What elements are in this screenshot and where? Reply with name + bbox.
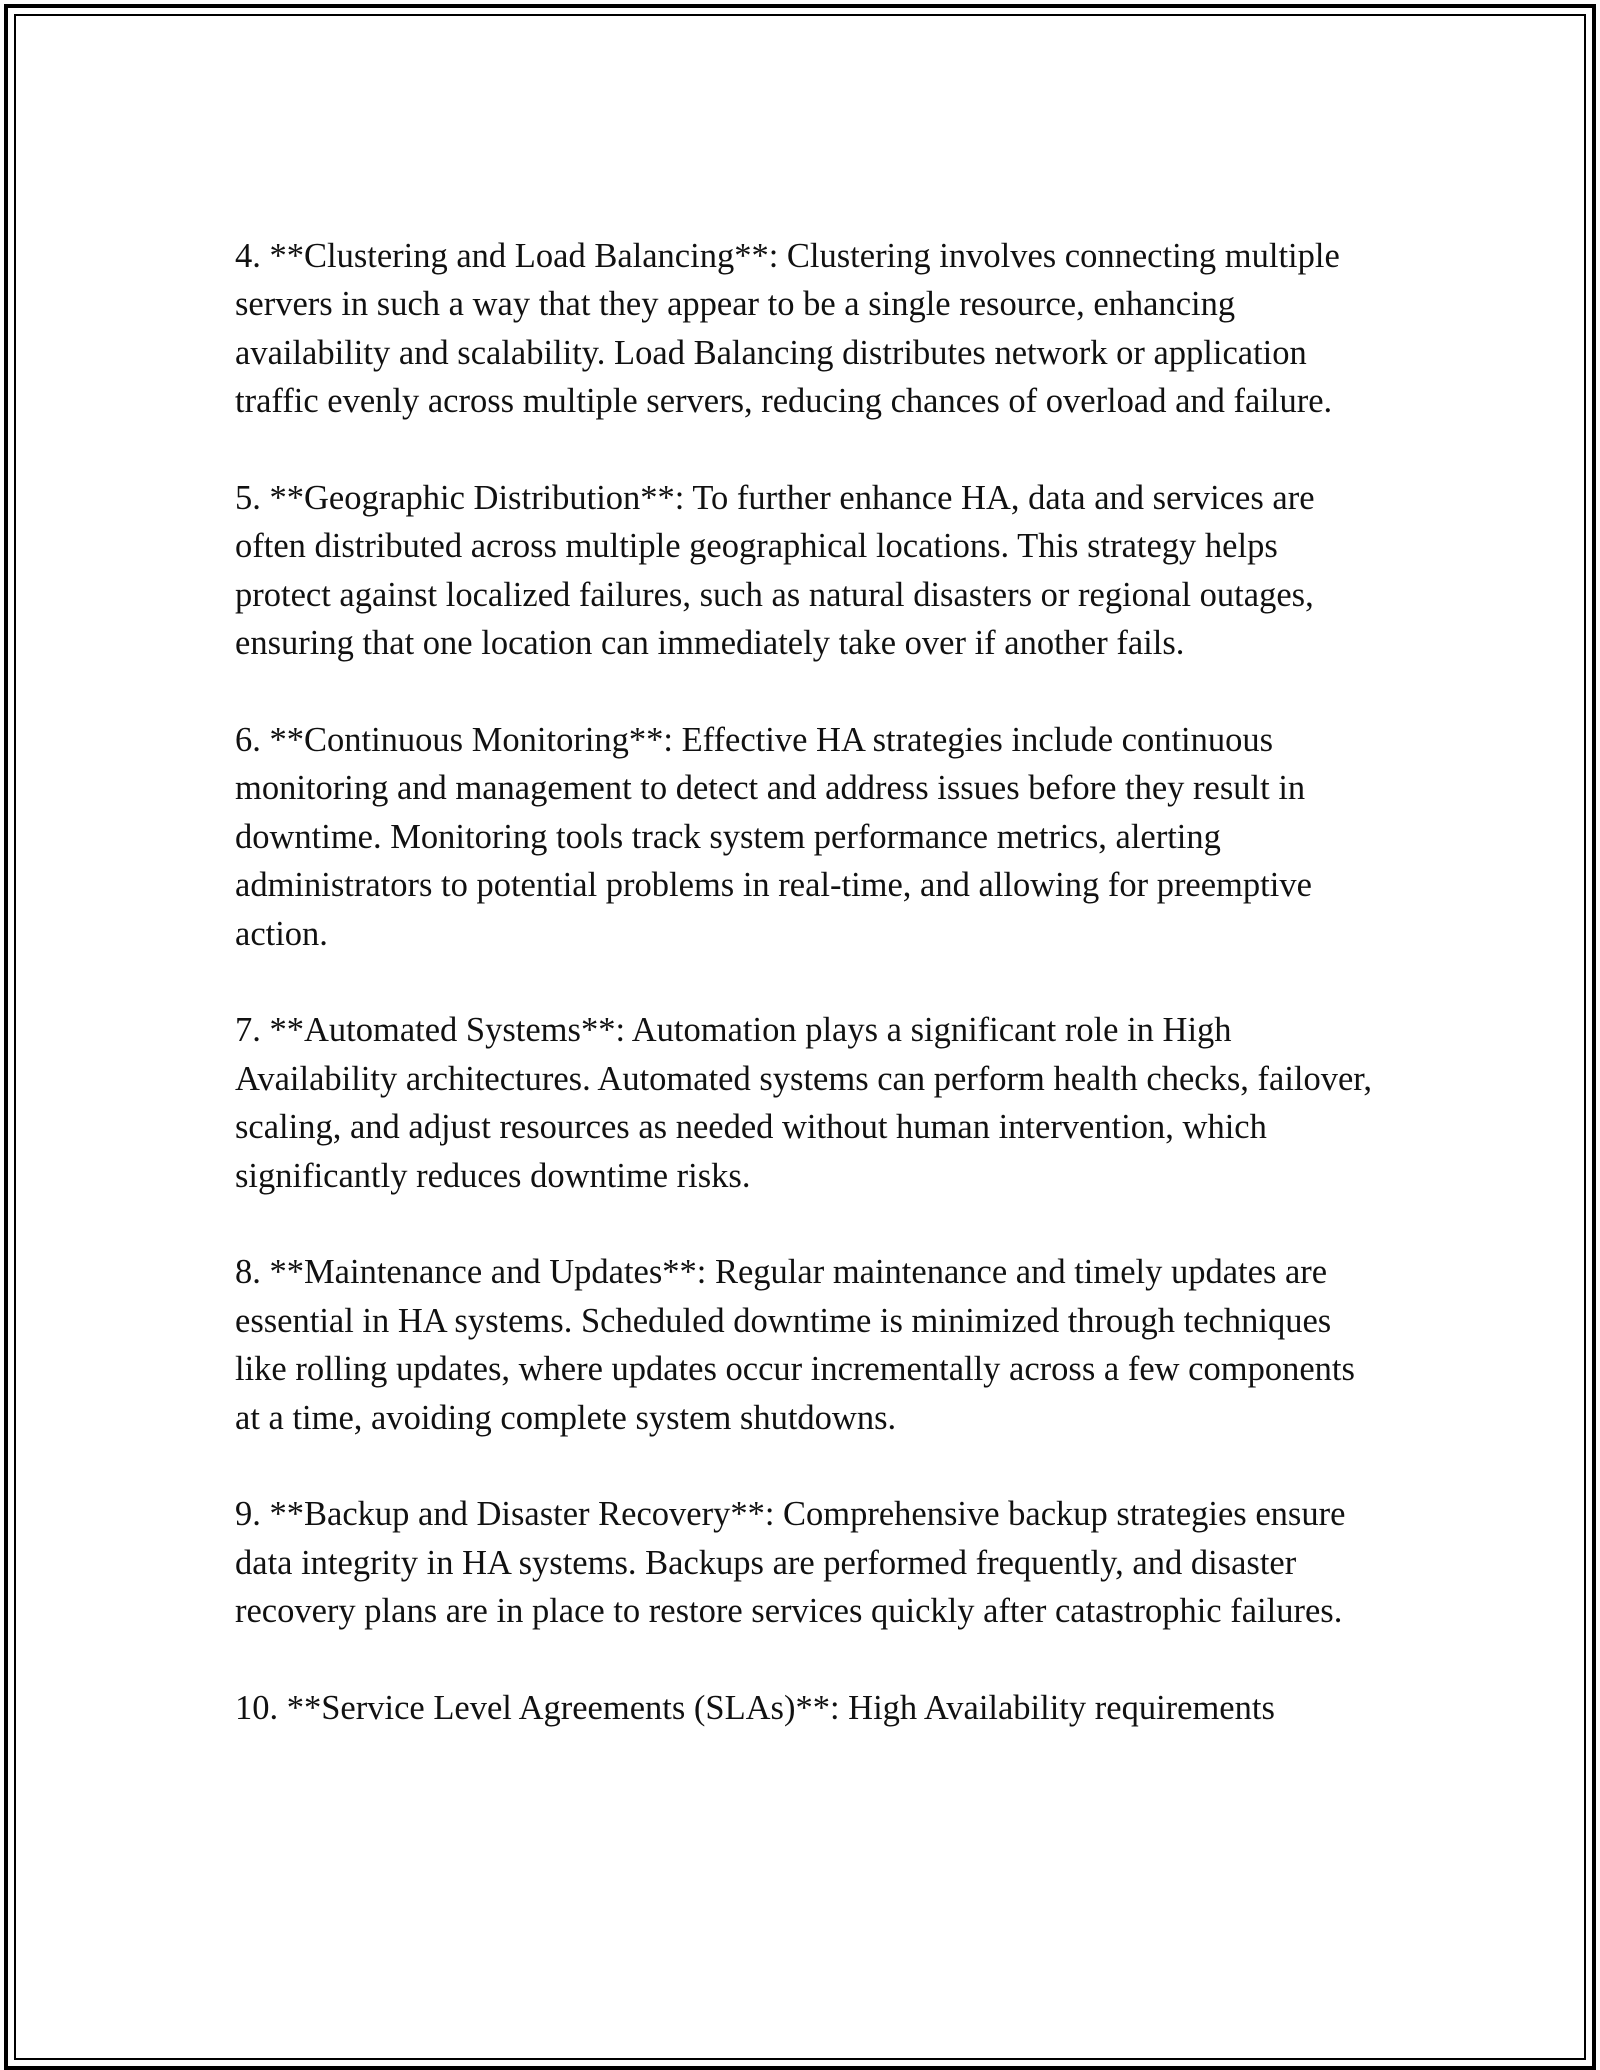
paragraph-continuous-monitoring: 6. **Continuous Monitoring**: Effective HA strategies include continuous monitoring and management to detect and address issues before they result in downtime. Monitoring tools track system performance metrics, alerting administrators to potential problems in real-time, and allowing for preemptive action. — [235, 721, 1312, 953]
document-body — [235, 232, 1375, 1733]
paragraph-geographic-distribution: 5. **Geographic Distribution**: To further enhance HA, data and services are often distributed across multiple geographical locations. This strategy helps protect against localized failures, such as natural disasters or regional outages, ensuring that one location can immediately take over if another fails. — [235, 479, 1315, 663]
paragraph-clustering-load-balancing: 4. **Clustering and Load Balancing**: Clustering involves connecting multiple servers in such a way that they appear to be a single resource, enhancing availability and scalability. Load Balancing distributes network or application traffic evenly across multiple servers, reducing chances of overload and failure. — [235, 237, 1340, 421]
paragraph-service-level-agreements: 10. **Service Level Agreements (SLAs)**: High Availability requirements — [235, 1689, 1275, 1728]
paragraph-automated-systems: 7. **Automated Systems**: Automation plays a significant role in High Availability architectures. Automated systems can perform health checks, failover, scaling, and adjust resources as needed without human intervention, which significantly reduces downtime risks. — [235, 1011, 1373, 1195]
paragraph-maintenance-updates: 8. **Maintenance and Updates**: Regular maintenance and timely updates are essential in HA systems. Scheduled downtime is minimized through techniques like rolling updates, where updates occur incrementally across a few components at a time, avoiding complete system shutdowns. — [235, 1253, 1355, 1437]
paragraph-backup-disaster-recovery: 9. **Backup and Disaster Recovery**: Comprehensive backup strategies ensure data integrity in HA systems. Backups are performed frequently, and disaster recovery plans are in place to restore services quickly after catastrophic failures. — [235, 1495, 1346, 1631]
